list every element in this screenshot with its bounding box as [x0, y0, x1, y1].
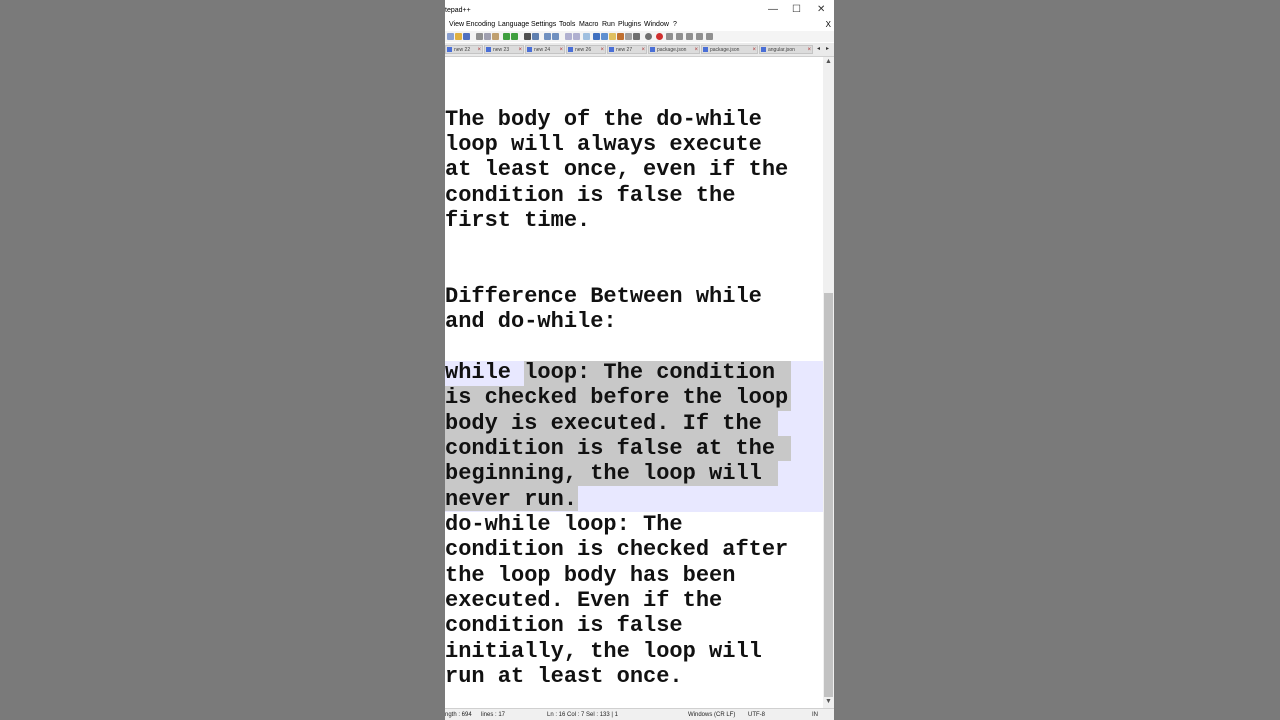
text-line: loop will always execute	[445, 132, 762, 157]
play-macro-icon[interactable]	[676, 33, 683, 40]
menu-macro[interactable]: Macro	[579, 21, 599, 28]
window-title: tepad++	[445, 7, 471, 14]
record-macro-icon[interactable]	[656, 33, 663, 40]
document-tab-bar	[445, 43, 834, 57]
editor-text-area[interactable]	[445, 57, 823, 708]
file-icon	[447, 47, 452, 52]
text-line: while loop: The condition	[445, 360, 776, 385]
text-line: is checked before the loop	[445, 385, 789, 410]
sync-scroll-icon[interactable]	[565, 33, 572, 40]
text-line: condition is checked after	[445, 537, 789, 562]
monitor-icon[interactable]	[625, 33, 632, 40]
preferences-icon[interactable]	[645, 33, 652, 40]
tab-package-json[interactable]	[648, 45, 700, 54]
text-line: condition is false	[445, 613, 683, 638]
tab-new-23[interactable]	[484, 45, 524, 54]
file-icon	[568, 47, 573, 52]
tab-close-icon[interactable]: ×	[752, 47, 756, 53]
text-line: Difference Between while	[445, 284, 762, 309]
tab-label: package.json	[710, 47, 740, 53]
run-macro-multiple-icon[interactable]	[686, 33, 693, 40]
all-chars-icon[interactable]	[583, 33, 590, 40]
minimize-button[interactable]: —	[768, 4, 778, 15]
open-file-icon[interactable]	[455, 33, 462, 40]
scroll-down-icon[interactable]: ▼	[825, 698, 832, 705]
text-line: initially, the loop will	[445, 639, 762, 664]
close-button[interactable]: ✕	[817, 4, 826, 15]
word-wrap-icon[interactable]	[573, 33, 580, 40]
tab-close-icon[interactable]: ×	[559, 47, 563, 53]
tab-close-icon[interactable]: ×	[641, 47, 645, 53]
menu-tools[interactable]: Tools	[559, 21, 576, 28]
menu-encoding[interactable]: Encoding	[466, 21, 496, 28]
status-position: Ln : 16 Col : 7 Sel : 133 | 1	[547, 712, 618, 718]
tab-close-icon[interactable]: ×	[807, 47, 811, 53]
extra-toolbar-icon[interactable]	[706, 33, 713, 40]
toolbar	[445, 31, 834, 42]
notepad-plus-plus-window	[445, 0, 834, 720]
tab-scroll-right-icon[interactable]: ▸	[826, 46, 830, 52]
tab-label: new 22	[454, 47, 471, 53]
text-line: the loop body has been	[445, 563, 736, 588]
text-line: executed. Even if the	[445, 588, 723, 613]
tab-new-22[interactable]	[445, 45, 483, 54]
vertical-scrollbar[interactable]	[823, 57, 834, 708]
tab-new-26[interactable]	[566, 45, 606, 54]
tab-close-icon[interactable]: ×	[518, 47, 522, 53]
status-lines: lines : 17	[481, 712, 506, 718]
text-line: condition is false the	[445, 183, 736, 208]
status-bar	[445, 708, 834, 720]
scroll-up-icon[interactable]: ▲	[825, 58, 832, 65]
text-line: never run.	[445, 487, 578, 512]
status-insert-mode: IN	[812, 712, 818, 718]
file-icon	[486, 47, 491, 52]
copy-icon[interactable]	[484, 33, 491, 40]
menu-help[interactable]: ?	[673, 21, 677, 28]
menu-view[interactable]: View	[449, 21, 465, 28]
paste-icon[interactable]	[492, 33, 499, 40]
cut-icon[interactable]	[476, 33, 483, 40]
status-length: ngth : 694	[445, 712, 472, 718]
text-line: run at least once.	[445, 664, 683, 689]
menu-window[interactable]: Window	[644, 21, 669, 28]
stop-macro-icon[interactable]	[666, 33, 673, 40]
find-icon[interactable]	[524, 33, 531, 40]
folder-workspace-icon[interactable]	[609, 33, 616, 40]
menu-plugins[interactable]: Plugins	[618, 21, 641, 28]
tab-angular-json[interactable]	[759, 45, 813, 54]
text-line: and do-while:	[445, 309, 617, 334]
text-line: at least once, even if the	[445, 157, 789, 182]
menu-run[interactable]: Run	[602, 21, 615, 28]
file-icon	[527, 47, 532, 52]
tab-close-icon[interactable]: ×	[477, 47, 481, 53]
scrollbar-thumb[interactable]	[824, 293, 833, 697]
title-bar	[445, 0, 834, 20]
tab-label: new 24	[534, 47, 551, 53]
text-line: The body of the do-while	[445, 107, 762, 132]
zoom-out-icon[interactable]	[552, 33, 559, 40]
tab-label: new 23	[493, 47, 510, 53]
tab-label: package.json	[657, 47, 687, 53]
text-line: beginning, the loop will	[445, 461, 762, 486]
status-eol: Windows (CR LF)	[688, 712, 736, 718]
tab-label: angular.json	[768, 47, 795, 53]
file-icon	[761, 47, 766, 52]
file-icon	[609, 47, 614, 52]
settings-icon[interactable]	[633, 33, 640, 40]
menu-bar	[445, 20, 834, 30]
indent-guide-icon[interactable]	[593, 33, 600, 40]
tab-package-json-2[interactable]	[701, 45, 758, 54]
file-icon	[703, 47, 708, 52]
menu-settings[interactable]: Settings	[531, 21, 557, 28]
tab-close-icon[interactable]: ×	[600, 47, 604, 53]
text-line: condition is false at the	[445, 436, 776, 461]
tab-new-27[interactable]	[607, 45, 647, 54]
save-macro-icon[interactable]	[696, 33, 703, 40]
maximize-button[interactable]: ☐	[792, 4, 801, 15]
new-file-icon[interactable]	[447, 33, 454, 40]
tab-label: new 27	[616, 47, 633, 53]
redo-icon[interactable]	[511, 33, 518, 40]
text-line: do-while loop: The	[445, 512, 683, 537]
function-list-icon[interactable]	[617, 33, 624, 40]
text-line: first time.	[445, 208, 591, 233]
tab-label: new 26	[575, 47, 592, 53]
tab-scroll-left-icon[interactable]: ◂	[817, 46, 821, 52]
menu-language[interactable]: Language	[498, 21, 530, 28]
tab-new-24[interactable]	[525, 45, 565, 54]
text-line: body is executed. If the	[445, 411, 762, 436]
file-icon	[650, 47, 655, 52]
undo-icon[interactable]	[503, 33, 510, 40]
replace-icon[interactable]	[532, 33, 539, 40]
tab-close-icon[interactable]: ×	[694, 47, 698, 53]
zoom-in-icon[interactable]	[544, 33, 551, 40]
close-document-button[interactable]: X	[825, 20, 831, 29]
save-icon[interactable]	[463, 33, 470, 40]
doc-map-icon[interactable]	[601, 33, 608, 40]
status-encoding: UTF-8	[748, 712, 765, 718]
